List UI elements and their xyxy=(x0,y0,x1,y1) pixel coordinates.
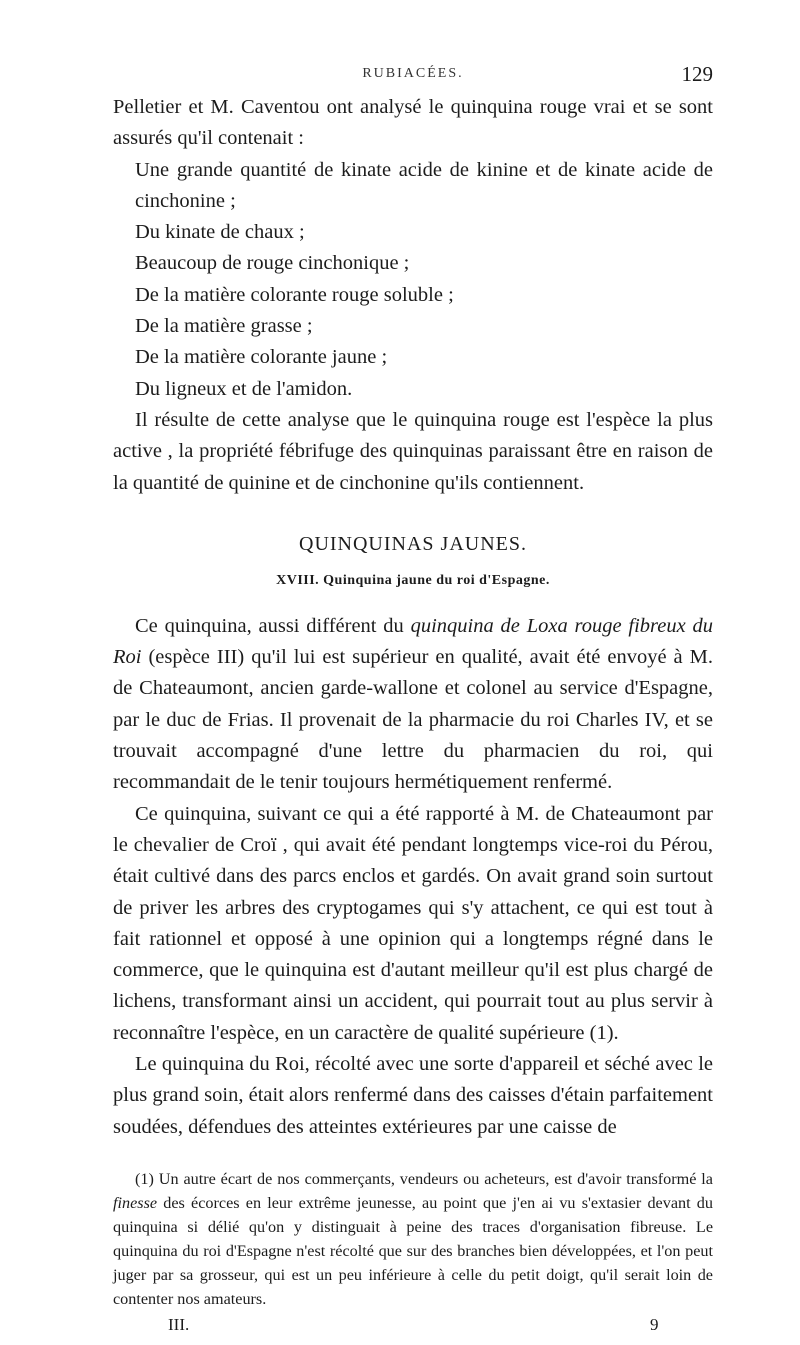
footnote-text: des écorces en leur extrême jeunesse, au point que j'en ai vu s'extasier devant du quinquina si délié qu'on y distinguait à peine des traces d'organisation fibreuse. Le quinquina du roi d'Espagne n'est récolté que sur des branches bien développées, et l'on peut juger par sa grosseur, qui est un peu inférieure à celle du petit doigt, qu'il serait loin de contenter nos amateurs. xyxy=(113,1194,713,1309)
italic-term: quinquina de Loxa rouge fibreux du Roi xyxy=(113,614,713,669)
footnote xyxy=(113,1167,713,1312)
footnote-text: (1) Un autre écart de nos commerçants, vendeurs ou acheteurs, est d'avoir transformé la xyxy=(135,1169,713,1188)
running-title: RUBIACÉES. xyxy=(362,66,464,81)
section-title: QUINQUINAS JAUNES. xyxy=(299,532,527,555)
page-number: 129 xyxy=(681,62,713,86)
composition-item: Une grande quantité de kinate acide de kinine et de kinate acide de cinchonine ; xyxy=(135,158,713,212)
body-paragraph: Ce quinquina, suivant ce qui a été rapporté à M. de Chateaumont par le chevalier de Croï , qui avait été pendant longtemps vice-roi du Pérou, était cultivé dans des parcs enclos et gardés. On avait grand soin surtout de priver les arbres des cryptogames qui s'y attachent, ce qui est tout à fait rationnel et opposé à une opinion qui a longtemps régné dans le commerce, que le quinquina est d'autant meilleur qu'il est plus chargé de lichens, transformant ainsi un accident, qui pourrait tout au plus servir à reconnaître l'espèce, en un caractère de qualité supérieure (1). xyxy=(113,802,713,1044)
body-paragraph: Le quinquina du Roi, récolté avec une sorte d'appareil et séché avec le plus grand soin, était alors renfermé dans des caisses d'étain parfaitement soudées, défendues des atteintes extérieures par une caisse de xyxy=(113,1053,713,1138)
composition-item: De la matière colorante rouge soluble ; xyxy=(135,283,454,306)
body-text: Ce quinquina, aussi différent du xyxy=(135,614,411,637)
composition-item: Du ligneux et de l'amidon. xyxy=(135,377,353,400)
sheet-number: 9 xyxy=(650,1315,659,1335)
composition-item: Beaucoup de rouge cinchonique ; xyxy=(135,252,410,275)
body-text: (espèce III) qu'il lui est supérieur en qualité, avait été envoyé à M. de Chateaumont, ancien garde-wallone et colonel au service d'Espagne, par le duc de Frias. Il provenait de la pharmacie du roi Charles IV, et se trouvait accompagné d'une lettre du pharmacien du roi, qui recommandait de le tenir toujours hermétiquement renfermé. xyxy=(113,646,713,794)
italic-term: finesse xyxy=(113,1194,158,1212)
book-page xyxy=(113,62,713,1345)
composition-item: De la matière colorante jaune ; xyxy=(135,346,388,369)
intro-paragraph: Pelletier et M. Caventou ont analysé le quinquina rouge vrai et se sont assurés qu'il contenait : xyxy=(113,96,713,150)
page-footer xyxy=(113,1315,713,1345)
body-paragraph xyxy=(113,611,713,799)
composition-item: De la matière grasse ; xyxy=(135,315,313,338)
composition-item: Du kinate de chaux ; xyxy=(135,221,305,244)
page-header xyxy=(113,62,713,92)
footnotes xyxy=(113,1167,713,1312)
conclusion-paragraph: Il résulte de cette analyse que le quinquina rouge est l'espèce la plus active , la propriété fébrifuge des quinquinas paraissant être en raison de la quantité de quinine et de cinchonine qu'ils contiennent. xyxy=(113,408,713,494)
subsection-title: XVIII. Quinquina jaune du roi d'Espagne. xyxy=(276,572,550,588)
signature-mark: III. xyxy=(168,1315,190,1335)
